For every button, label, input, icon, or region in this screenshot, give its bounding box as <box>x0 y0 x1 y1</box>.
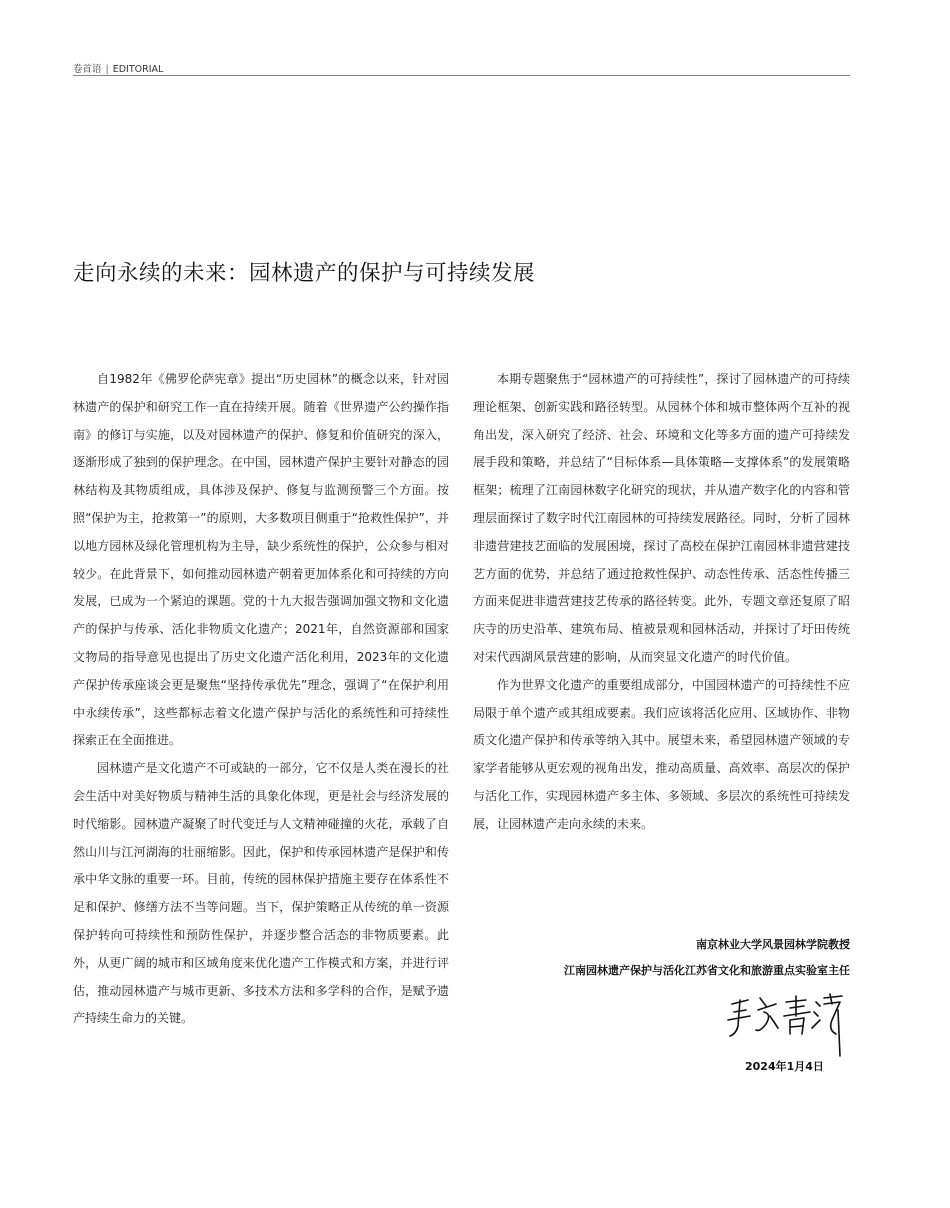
author-affiliation: 江南园林遗产保护与活化江苏省文化和旅游重点实验室主任 <box>564 964 850 977</box>
header-separator: | <box>105 64 109 75</box>
left-column <box>73 366 449 1033</box>
right-column <box>473 366 850 839</box>
author-title: 南京林业大学风景园林学院教授 <box>696 938 850 951</box>
section-label-cn: 卷首语 <box>73 64 102 75</box>
section-label-en: EDITORIAL <box>112 64 164 75</box>
handwritten-signature <box>720 990 850 1060</box>
right-paragraph-1: 本期专题聚焦于“园林遗产的可持续性”，探讨了园林遗产的可持续理论框架、创新实践和路径转型。从园林个体和城市整体两个互补的视角出发，深入研究了经济、社会、环境和文化等多方面的遗产可持续发展手段和策略，并总结了“目标体系—具体策略—支撑体系”的发展策略框架；梳理了江南园林数字化研究的现状，并从遗产数字化的内容和管理层面探讨了数字时代江南园林的可持续发展路径。同时，分析了园林非遗营建技艺面临的发展困境，探讨了高校在保护江南园林非遗营建技艺方面的优势，并总结了通过抢救性保护、动态性传承、活态性传播三方面来促进非遗营建技艺传承的路径转变。此外，专题文章还复原了昭庆寺的历史沿革、建筑布局、植被景观和园林活动，并探讨了圩田传统对宋代西湖风景营建的影响，从而突显文化遗产的时代价值。 <box>473 372 850 664</box>
article-title: 走向永续的未来：园林遗产的保护与可持续发展 <box>73 261 536 286</box>
right-paragraph-2: 作为世界文化遗产的重要组成部分，中国园林遗产的可持续性不应局限于单个遗产或其组成要素。我们应该将活化应用、区域协作、非物质文化遗产保护和传承等纳入其中。展望未来，希望园林遗产领域的专家学者能够从更宏观的视角出发，推动高质量、高效率、高层次的保护与活化工作，实现园林遗产多主体、多领域、多层次的系统性可持续发展，让园林遗产走向永续的未来。 <box>473 677 850 831</box>
left-paragraph-1: 自1982年《佛罗伦萨宪章》提出“历史园林”的概念以来，针对园林遗产的保护和研究工作一直在持续开展。随着《世界遗产公约操作指南》的修订与实施，以及对园林遗产的保护、修复和价值研究的深入，逐渐形成了独到的保护理念。在中国，园林遗产保护主要针对静态的园林结构及其物质组成，具体涉及保护、修复与监测预警三个方面。按照“保护为主，抢救第一”的原则，大多数项目侧重于“抢救性保护”，并以地方园林及绿化管理机构为主导，缺少系统性的保护，公众参与相对较少。在此背景下，如何推动园林遗产朝着更加体系化和可持续的方向发展，已成为一个紧迫的课题。党的十九大报告强调加强文物和文化遗产的保护与传承、活化非物质文化遗产；2021年，自然资源部和国家文物局的指导意见也提出了历史文化遗产活化利用，2023年的文化遗产保护传承座谈会更是聚焦“坚持传承优先”理念，强调了“在保护利用中永续传承”，这些都标志着文化遗产保护与活化的系统性和可持续性探索正在全面推进。 <box>73 372 449 748</box>
left-paragraph-2: 园林遗产是文化遗产不可或缺的一部分，它不仅是人类在漫长的社会生活中对美好物质与精神生活的具象化体现，更是社会与经济发展的时代缩影。园林遗产凝聚了时代变迁与人文精神碰撞的火花，承载了自然山川与江河湖海的壮丽缩影。因此，保护和传承园林遗产是保护和传承中华文脉的重要一环。目前，传统的园林保护措施主要存在体系性不足和保护、修缮方法不当等问题。当下，保护策略正从传统的单一资源保护转向可持续性和预防性保护，并逐步整合活态的非物质要素。此外，从更广阔的城市和区域角度来优化遗产工作模式和方案，并进行评估，推动园林遗产与城市更新、多技术方法和多学科的合作，是赋予遗产持续生命力的关键。 <box>73 761 449 1026</box>
running-header <box>73 61 850 76</box>
date: 2024年1月4日 <box>745 1060 824 1073</box>
